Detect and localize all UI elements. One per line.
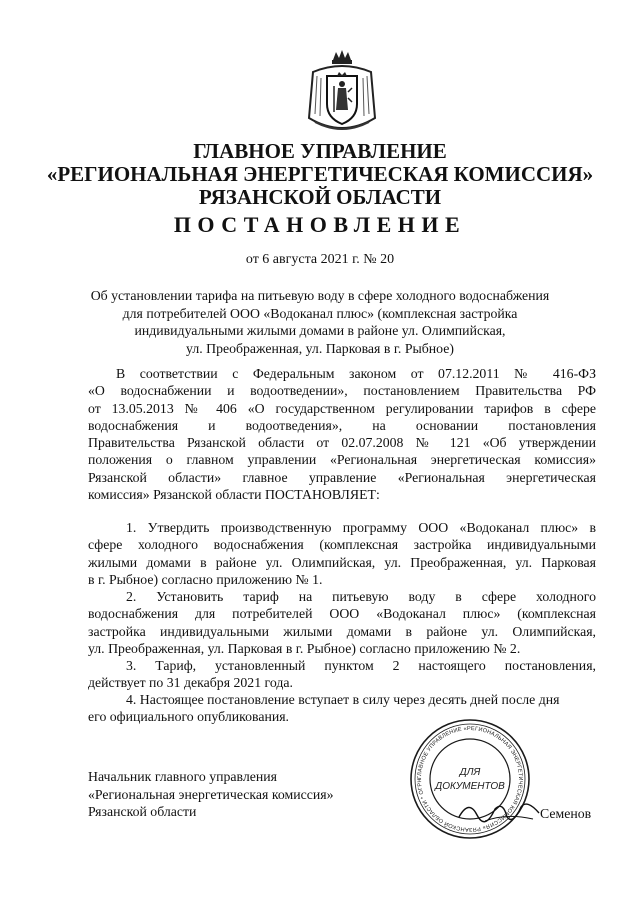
preamble-line: положения о главном управлении «Региональная энергетическая комиссия» xyxy=(88,452,596,468)
preamble-line: водоснабжения и водоотведения», на основании постановления xyxy=(88,417,596,433)
coat-of-arms-icon xyxy=(303,48,381,138)
position-line: «Региональная энергетическая комиссия» xyxy=(88,786,334,802)
signatory-position xyxy=(88,768,333,821)
decision-item-3 xyxy=(88,657,596,692)
preamble-line: Рязанской области» главное управление «Региональная энергетическая xyxy=(88,469,596,485)
subject-line: индивидуальными жилыми домами в районе ул. Олимпийская, xyxy=(134,323,506,338)
preamble-line: «О водоснабжении и водоотведении», постановлением Правительства РФ xyxy=(88,383,596,399)
subject-line: для потребителей ООО «Водоканал плюс» (комплексная застройка xyxy=(122,305,518,321)
item-line: 4. Настоящее постановление вступает в силу через десять дней после дня xyxy=(126,692,560,707)
decision-item-1 xyxy=(88,519,596,588)
item-line: 2. Установить тариф на питьевую воду в сфере холодного xyxy=(126,589,596,604)
org-name-line2: «РЕГИОНАЛЬНАЯ ЭНЕРГЕТИЧЕСКАЯ КОМИССИЯ» xyxy=(46,162,594,186)
stamp-center-line1: ДЛЯ xyxy=(459,767,481,778)
signatory-name: Семенов xyxy=(540,806,592,821)
item-line: сфере холодного водоснабжения (комплексная застройка индивидуальными xyxy=(88,537,596,553)
item-line: 1. Утвердить производственную программу ООО «Водоканал плюс» в xyxy=(126,520,596,535)
handwritten-signature xyxy=(455,795,545,827)
stamp-center-line2: ДОКУМЕНТОВ xyxy=(435,781,505,792)
item-line: 3. Тариф, установленный пунктом 2 настоящего постановления, xyxy=(126,658,596,673)
item-line: в г. Рыбное) согласно приложению № 1. xyxy=(88,571,323,587)
preamble-line: комиссия» Рязанской области ПОСТАНОВЛЯЕТ: xyxy=(88,487,380,503)
preamble-line: от 13.05.2013 № 406 «О государственном регулировании тарифов в сфере xyxy=(88,400,596,416)
subject-line: Об установлении тарифа на питьевую воду в сфере холодного водоснабжения xyxy=(90,288,550,303)
position-line: Начальник главного управления xyxy=(88,769,277,784)
position-line: Рязанской области xyxy=(88,804,197,819)
item-line: ул. Преображенная, ул. Парковая в г. Рыбное) согласно приложению № 2. xyxy=(88,640,521,656)
preamble-paragraph xyxy=(88,365,596,503)
document-type-title: ПОСТАНОВЛЕНИЕ xyxy=(173,212,467,237)
item-line: его официального опубликования. xyxy=(88,709,290,725)
stamp-ring-text: ГЛАВНОЕ УПРАВЛЕНИЕ «РЕГИОНАЛЬНАЯ ЭНЕРГЕТИЧЕСКАЯ КОМИССИЯ» РЯЗАНСКОЙ ОБЛАСТИ * ОГРН xyxy=(416,725,524,833)
item-line: действует по 31 декабря 2021 года. xyxy=(88,675,293,691)
preamble-line: Правительства Рязанской области от 02.07.2008 № 121 «Об утверждении xyxy=(88,435,596,451)
org-name-line1: ГЛАВНОЕ УПРАВЛЕНИЕ xyxy=(193,139,447,163)
preamble-line: В соответствии с Федеральным законом от 07.12.2011 № 416-ФЗ xyxy=(116,366,596,381)
org-name-line3: РЯЗАНСКОЙ ОБЛАСТИ xyxy=(198,185,442,209)
subject-block xyxy=(70,287,570,357)
item-line: жилыми домами в районе ул. Олимпийская, ул. Преображенная, ул. Парковая xyxy=(88,554,596,570)
date-and-number: от 6 августа 2021 г. № 20 xyxy=(245,252,395,267)
item-line: застройка индивидуальными жилыми домами в районе ул. Олимпийская, xyxy=(88,623,596,639)
item-line: водоснабжения для потребителей ООО «Водоканал плюс» (комплексная xyxy=(88,606,596,622)
subject-line: ул. Преображенная, ул. Парковая в г. Рыбное) xyxy=(186,340,454,356)
decision-item-2 xyxy=(88,588,596,657)
